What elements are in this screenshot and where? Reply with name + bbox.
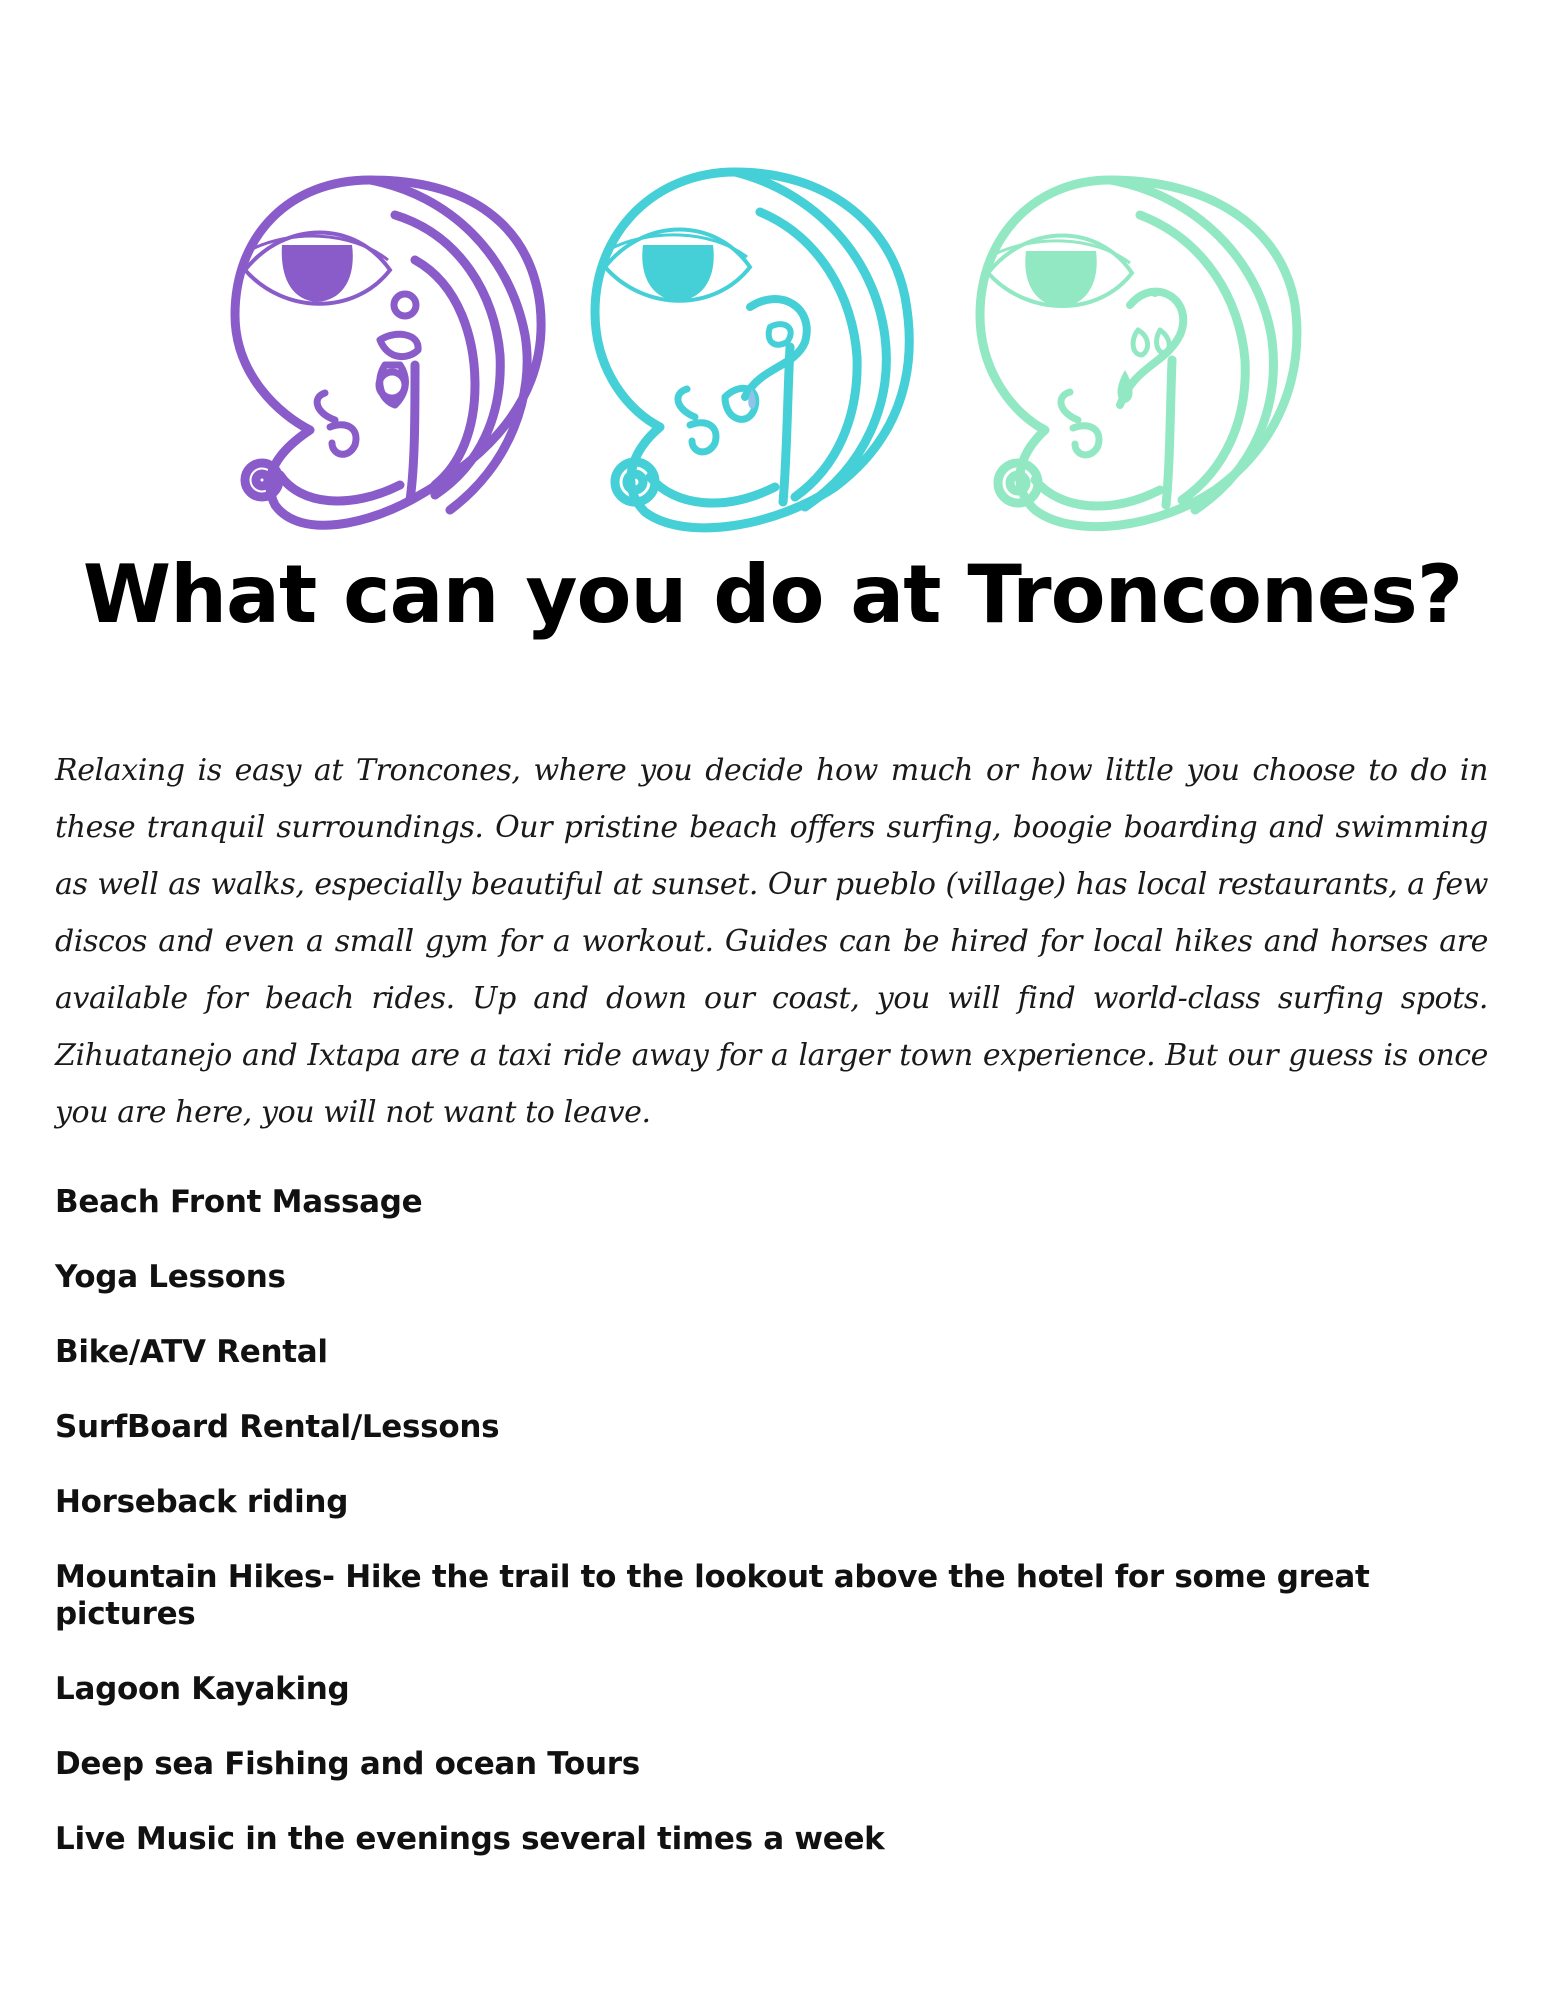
faces-logo-graphic [220,165,1330,545]
activity-item-fishing: Deep sea Fishing and ocean Tours [55,1746,640,1782]
purple-face-icon [235,180,541,525]
troncones-faces-logo [220,165,1330,545]
mint-face-icon [980,180,1297,527]
mint-eye-icon [988,236,1133,404]
activity-item-kayaking: Lagoon Kayaking [55,1671,350,1707]
activity-item-bike-atv: Bike/ATV Rental [55,1334,328,1370]
page-title: What can you do at Troncones? [82,548,1463,641]
activity-item-yoga: Yoga Lessons [55,1259,286,1295]
teal-face-icon [595,172,909,528]
activity-item-surfboard: SurfBoard Rental/Lessons [55,1409,500,1445]
intro-paragraph: Relaxing is easy at Troncones, where you decide how much or how little you choose to do in these tranquil surroundings. Our pristine beach offers surfing, boogie boarding and swimming as well as walks, especially beautiful at sunset. Our pueblo (village) has local restaurants, a few discos and even a small gym for a workout. Guides can be hired for local hikes and horses are available for beach rides. Up and down our coast, you will find world-class surfing spots. Zihuatanejo and Ixtapa are a taxi ride away for a larger town experience. But our guess is once you are here, you will not want to leave. [55,753,1488,1130]
activity-item-mountain-hikes: Mountain Hikes- Hike the trail to the lookout above the hotel for some great pictures [55,1559,1370,1632]
purple-eye-icon [245,233,390,304]
teal-eye-icon [605,230,756,410]
activity-item-massage: Beach Front Massage [55,1184,423,1220]
activity-list [55,1184,1495,1896]
activity-item-horseback: Horseback riding [55,1484,349,1520]
activity-item-live-music: Live Music in the evenings several times a week [55,1821,885,1857]
